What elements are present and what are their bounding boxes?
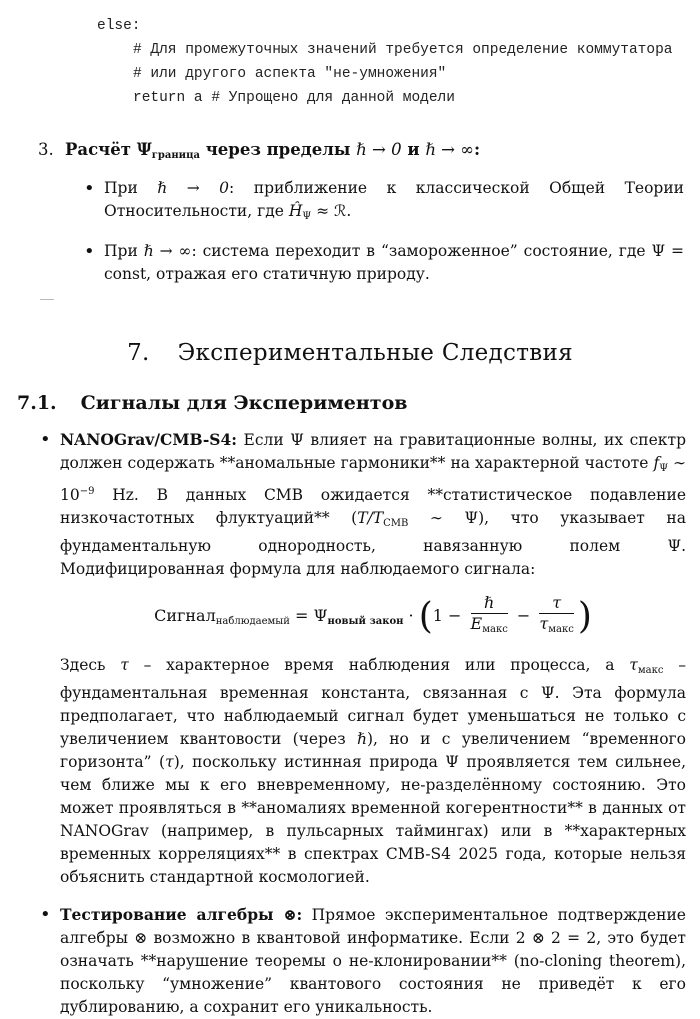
- denominator-sub: макс: [548, 624, 574, 636]
- math: τ: [120, 656, 129, 675]
- paren-open: (: [418, 596, 433, 638]
- text: – характерное время наблюдения или процесса, а: [128, 656, 630, 675]
- code-line: # Для промежуточных значений требуется определение коммутатора: [133, 42, 673, 58]
- formula-text: = Ψ: [289, 606, 328, 626]
- text: Hz. В данных CMB ожидается **статистическое подавление низкочастотных флуктуаций** (: [60, 486, 686, 528]
- numerator: ℏ: [471, 593, 508, 614]
- formula-sub: наблюдаемый: [215, 616, 290, 628]
- math: ℏ: [356, 730, 367, 749]
- code-line: return a # Упрощено для данной модели: [133, 90, 455, 106]
- text: ∼ Ψ), что указывает на фундаментальную однородность, навязанную полем Ψ. Модифицированная формула для наблюдаемого сигнала:: [60, 509, 686, 579]
- math: τ: [629, 656, 638, 675]
- formula-text: ·: [403, 606, 419, 626]
- enum-title-and: и: [401, 140, 426, 159]
- enum-title-sub: граница: [151, 150, 200, 161]
- list-item: [80, 240, 684, 286]
- math: Ĥ: [288, 202, 303, 220]
- section-heading: [0, 340, 700, 366]
- enum-title: Расчёт Ψ: [65, 140, 152, 159]
- text: ∼ 10: [60, 454, 686, 505]
- math-sub: Ψ: [302, 211, 312, 222]
- text: : система переходит в “замороженное” состояние, где Ψ = const, отражая его статичную природу.: [104, 242, 684, 283]
- text: – фундаментальная временная константа, связанная с Ψ. Эта формула предполагает, что наблюдаемый сигнал будет уменьшаться не только с увеличением квантовости (через: [60, 656, 686, 749]
- math: f: [653, 454, 660, 472]
- math: ℏ → 0: [157, 179, 230, 197]
- enum-title-math: ℏ → 0: [356, 140, 402, 159]
- math: ℏ → ∞: [143, 242, 192, 260]
- subsection-number: 7.1.: [17, 392, 57, 414]
- text: ), но и с увеличением “временного горизонта” (: [60, 730, 686, 772]
- list-item: [80, 177, 684, 228]
- formula-text: −: [511, 606, 536, 626]
- enumerated-item: [38, 140, 688, 161]
- math: T/T: [357, 509, 384, 528]
- text: : приближение к классической Общей Теории Относительности, где: [104, 179, 685, 220]
- math-sub: CMB: [383, 518, 409, 530]
- denominator: E: [470, 614, 483, 634]
- code-line: else:: [97, 18, 141, 34]
- subsection-heading: [17, 392, 407, 414]
- experiment-list: [36, 428, 686, 1019]
- list-item: [36, 903, 686, 1019]
- math: τ: [165, 753, 174, 772]
- code-line: # или другого аспекта "не-умножения": [133, 66, 447, 82]
- limit-bullets: [80, 177, 684, 298]
- enum-title-suffix: :: [474, 140, 481, 159]
- formula-text: 1 −: [432, 606, 467, 626]
- enum-heading: [38, 140, 688, 161]
- text: При: [104, 179, 158, 197]
- denominator-sub: макс: [482, 624, 508, 636]
- formula-sub: новый закон: [327, 616, 404, 628]
- item-title: NANOGrav/CMB-S4:: [60, 430, 237, 449]
- text: Здесь: [60, 656, 121, 675]
- subsection-title: Сигналы для Экспериментов: [80, 392, 408, 414]
- fraction: [539, 593, 573, 640]
- section-title: Экспериментальные Следствия: [177, 340, 573, 366]
- text: При: [104, 242, 144, 260]
- formula-lhs: Сигнал: [154, 606, 216, 626]
- text: ≈ ℛ.: [311, 202, 352, 220]
- text: Если Ψ влияет на гравитационные волны, их спектр должен содержать **аномальные гармоники** на характерной частоте: [60, 431, 686, 472]
- code-block: [97, 14, 673, 110]
- math-sub: макс: [637, 665, 664, 677]
- separator-rule: [40, 299, 54, 300]
- item-title: Тестирование алгебры ⊗:: [60, 905, 303, 925]
- enum-title-math: ℏ → ∞: [425, 140, 474, 159]
- exponent: −9: [79, 486, 95, 497]
- math-sub: Ψ: [659, 463, 668, 474]
- text: ), поскольку истинная природа Ψ проявляется тем сильнее, чем ближе мы к его вневременному, не-разделённому состоянию. Это может проявляться в **аномалиях временной когерентности** в данных от NANOGrav (например, в пульсарных таймингах) или в **характерных временных корреляциях** в спектрах CMB-S4 2025 года, которые нельзя объяснить стандартной космологией.: [60, 753, 686, 887]
- signal-formula: [60, 593, 686, 640]
- list-item: [36, 428, 686, 903]
- denominator: τ: [539, 614, 549, 634]
- enum-title-mid: через пределы: [199, 140, 357, 159]
- formula-explanation: [60, 654, 686, 889]
- paren-close: ): [577, 596, 592, 638]
- section-number: 7.: [127, 340, 150, 366]
- fraction: [471, 593, 508, 640]
- text: Прямое экспериментальное подтверждение алгебры ⊗ возможно в квантовой информатике. Если 2 ⊗ 2 = 2, это будет означать **нарушение теоремы о не-клонировании** (no-cloning theorem), поскольку “умножение” квантового состояния не приведёт к его дублированию, а сохранит его уникальность.: [60, 906, 686, 1017]
- numerator: τ: [539, 593, 573, 614]
- enum-number: 3.: [38, 140, 54, 159]
